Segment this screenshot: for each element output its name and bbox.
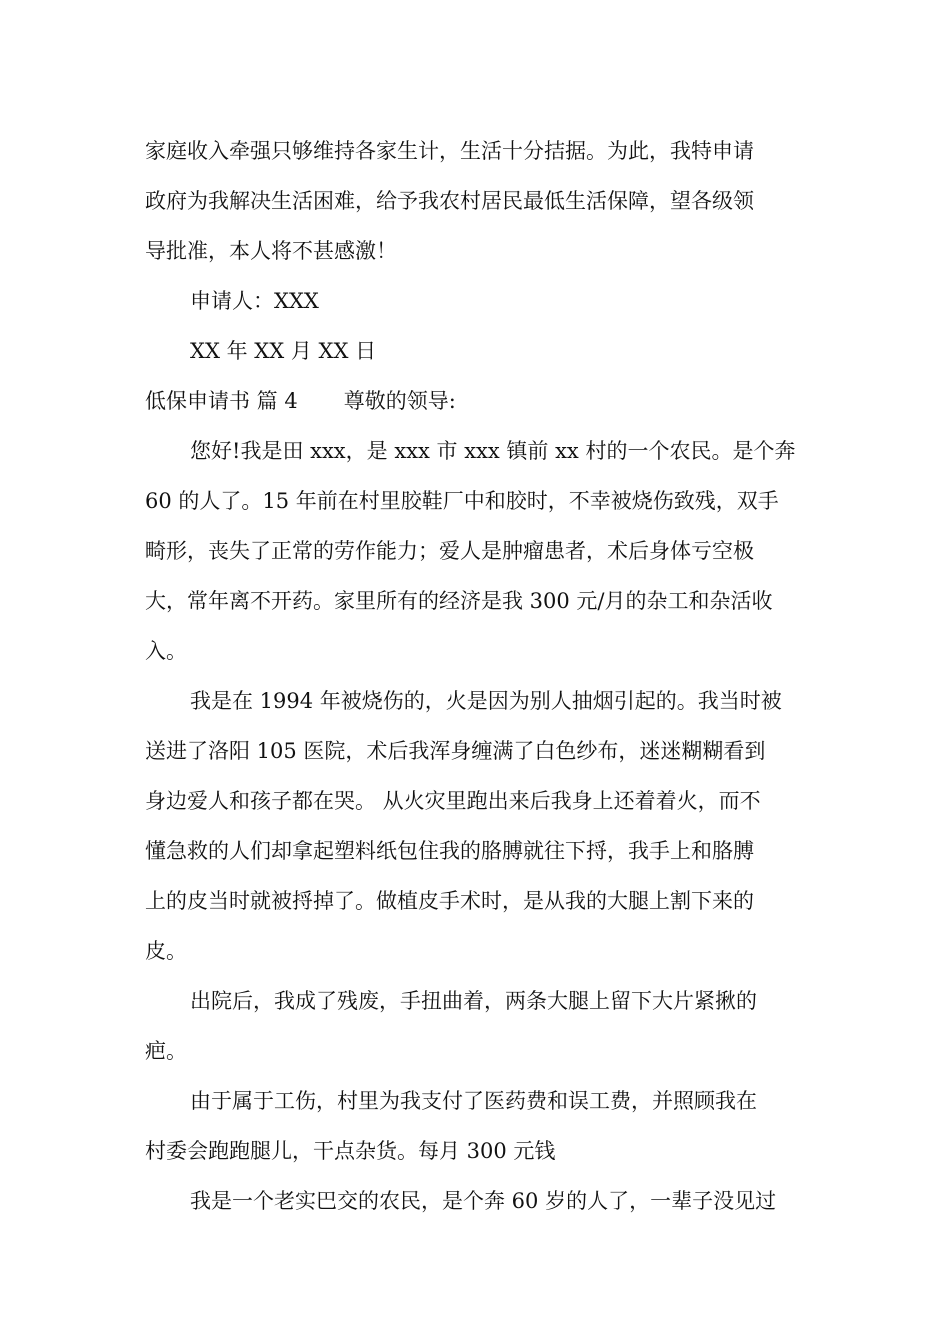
paragraph-line: 入。 xyxy=(145,639,187,663)
paragraph-line: 我是一个老实巴交的农民，是个奔 60 岁的人了，一辈子没见过 xyxy=(190,1189,777,1213)
paragraph-line: 皮。 xyxy=(145,939,187,963)
applicant-line: 申请人：XXX xyxy=(190,289,319,313)
paragraph-line: 懂急救的人们却拿起塑料纸包住我的胳膊就往下捋，我手上和胳膊 xyxy=(145,839,754,863)
paragraph-line: 疤。 xyxy=(145,1039,187,1063)
body-text-line: 导批准，本人将不甚感激！ xyxy=(145,239,397,263)
paragraph-line: 出院后，我成了残废，手扭曲着，两条大腿上留下大片紧揪的 xyxy=(190,989,757,1013)
paragraph-line: 上的皮当时就被捋掉了。做植皮手术时，是从我的大腿上割下来的 xyxy=(145,889,754,913)
paragraph-line: 身边爱人和孩子都在哭。 从火灾里跑出来后我身上还着着火，而不 xyxy=(145,789,761,813)
section-heading xyxy=(145,386,810,416)
paragraph-line: 畸形，丧失了正常的劳作能力；爱人是肿瘤患者，术后身体亏空极 xyxy=(145,539,754,563)
paragraph-line: 60 的人了。15 年前在村里胶鞋厂中和胶时，不幸被烧伤致残，双手 xyxy=(145,489,779,513)
paragraph-line: 送进了洛阳 105 医院，术后我浑身缠满了白色纱布，迷迷糊糊看到 xyxy=(145,739,766,763)
paragraph-line: 您好!我是田 xxx，是 xxx 市 xxx 镇前 xx 村的一个农民。是个奔 xyxy=(190,439,796,463)
paragraph-line: 村委会跑跑腿儿，干点杂货。每月 300 元钱 xyxy=(145,1139,556,1163)
body-text-line: 家庭收入牵强只够维持各家生计，生活十分拮据。为此，我特申请 xyxy=(145,139,754,163)
paragraph-line: 大，常年离不开药。家里所有的经济是我 300 元/月的杂工和杂活收 xyxy=(145,589,773,613)
paragraph-line: 由于属于工伤，村里为我支付了医药费和误工费，并照顾我在 xyxy=(190,1089,757,1113)
paragraph-line: 我是在 1994 年被烧伤的，火是因为别人抽烟引起的。我当时被 xyxy=(190,689,782,713)
section-title: 低保申请书 篇 4 xyxy=(145,389,298,413)
body-text-line: 政府为我解决生活困难，给予我农村居民最低生活保障，望各级领 xyxy=(145,189,754,213)
salutation: 尊敬的领导: xyxy=(343,389,456,413)
date-line: XX 年 XX 月 XX 日 xyxy=(190,339,377,363)
